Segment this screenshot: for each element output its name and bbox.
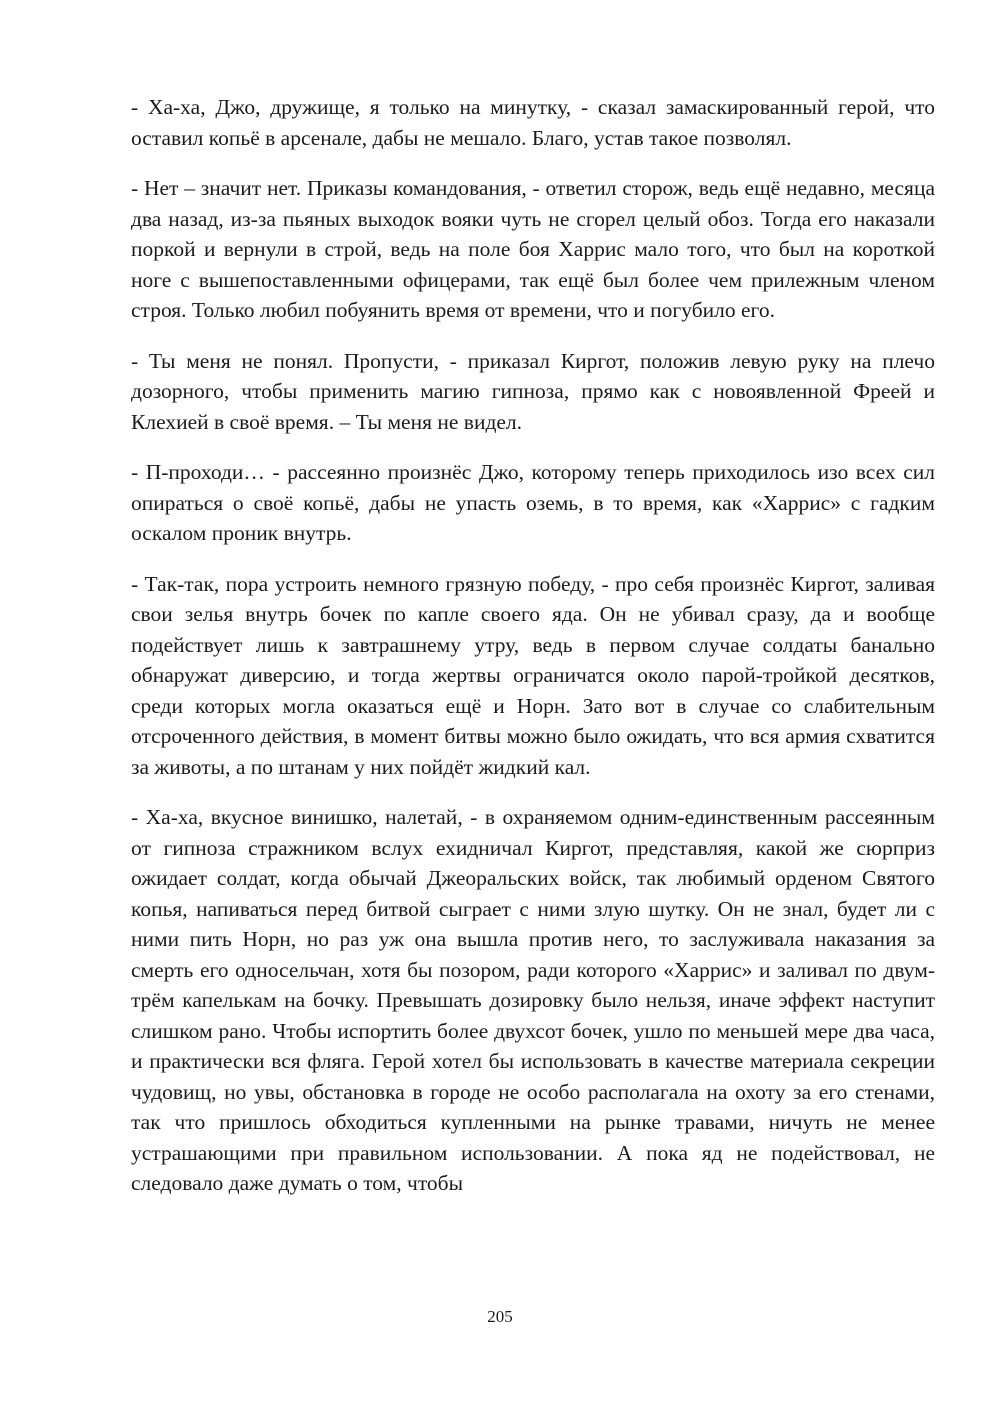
- paragraph-dialogue-3: - Ты меня не понял. Пропусти, - приказал Киргот, положив левую руку на плечо дозорного, чтобы применить магию гипноза, прямо как с новоявленной Фреей и Клехией в своё время. – Ты меня не видел.: [131, 348, 935, 434]
- paragraph-dialogue-1: - Ха-ха, Джо, дружище, я только на минутку, - сказал замаскированный герой, что оставил копьё в арсенале, дабы не мешало. Благо, устав такое позволял.: [131, 95, 935, 150]
- paragraph-dialogue-4: - П-проходи… - рассеянно произнёс Джо, которому теперь приходилось изо всех сил опираться о своё копьё, дабы не упасть оземь, в то время, как «Харрис» с гадким оскалом проник внутрь.: [131, 460, 935, 545]
- paragraph-dialogue-5: - Так-так, пора устроить немного грязную победу, - про себя произнёс Киргот, заливая свои зелья внутрь бочек по капле своего яда. Он не убивал сразу, да и вообще подействует лишь к завтрашнему утру, ведь в первом случае солдаты банально обнаружат диверсию, и тогда жертвы ограничатся около парой-тройкой десятков, среди которых могла оказаться ещё и Норн. Зато вот в случае со слабительным отсроченного действия, в момент битвы можно было ожидать, что вся армия схватится за животы, а по штанам у них пойдёт жидкий кал.: [131, 571, 935, 779]
- page-number: 205: [487, 1307, 513, 1326]
- paragraph-dialogue-2: - Нет – значит нет. Приказы командования, - ответил сторож, ведь ещё недавно, месяца два назад, из-за пьяных выходок вояки чуть не сгорел целый обоз. Тогда его наказали поркой и вернули в строй, ведь на поле боя Харрис мало того, что был на короткой ноге с вышепоставленными офицерами, так ещё был более чем прилежным членом строя. Только любил побуянить время от времени, что и погубило его.: [131, 176, 935, 322]
- paragraph-dialogue-6: - Ха-ха, вкусное винишко, налетай, - в охраняемом одним-единственным рассеянным от гипноза стражником вслух ехидничал Киргот, представляя, какой же сюрприз ожидает солдат, когда обычай Джеоральских войск, так любимый орденом Святого копья, напиваться перед битвой сыграет с ними злую шутку. Он не знал, будет ли с ними пить Норн, но раз уж она вышла против него, то заслуживала наказания за смерть его односельчан, хотя бы позором, ради которого «Харрис» и заливал по двум-трём капелькам на бочку. Превышать дозировку было нельзя, иначе эффект наступит слишком рано. Чтобы испортить более двухсот бочек, ушло по меньшей мере два часа, и практически вся фляга. Герой хотел бы использовать в качестве материала секреции чудовищ, но увы, обстановка в городе не особо располагала на охоту за его стенами, так что пришлось обходиться купленными на рынке травами, ничуть не менее устрашающими при правильном использовании. А пока яд не подействовал, не следовало даже думать о том, чтобы: [131, 805, 935, 1195]
- text-content: [131, 92, 935, 1219]
